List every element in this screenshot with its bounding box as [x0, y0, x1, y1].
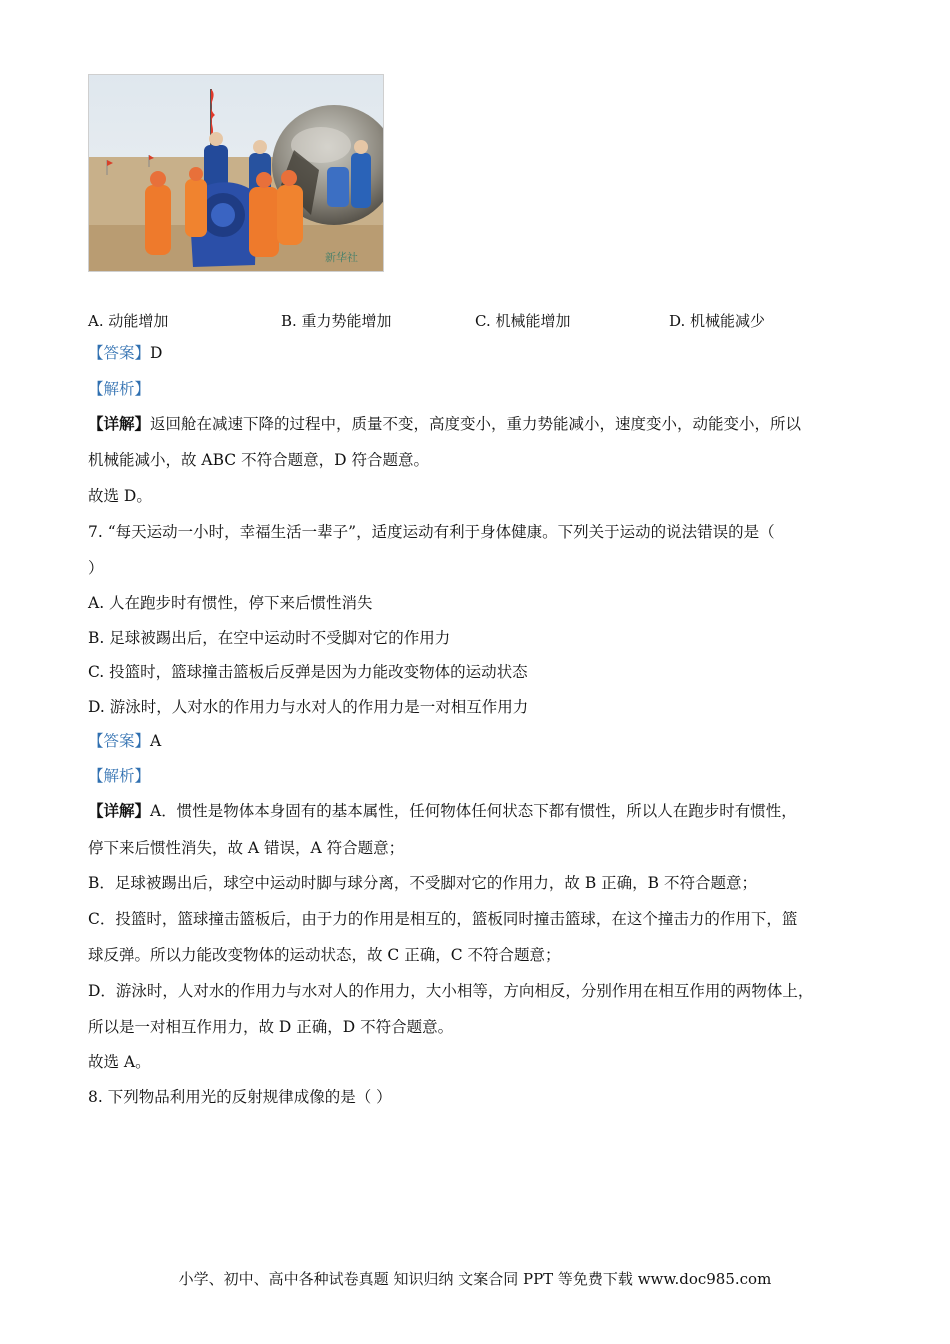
q7-detail-line-3: B．足球被踢出后，球空中运动时脚与球分离，不受脚对它的作用力，故 B 正确，B 不符合题意；	[88, 874, 757, 892]
q7-stem: 7. “每天运动一小时，幸福生活一辈子”，适度运动有利于身体健康。下列关于运动的说法错误的是（	[88, 523, 775, 541]
q7-option-d: D. 游泳时，人对水的作用力与水对人的作用力是一对相互作用力	[88, 698, 529, 716]
q6-detail-line-1	[88, 413, 801, 435]
detail-tag: 【详解】	[88, 414, 151, 433]
answer-tag: 【答案】	[88, 732, 151, 750]
q8-stem: 8. 下列物品利用光的反射规律成像的是（ ）	[88, 1088, 392, 1106]
answer-value: D	[150, 344, 163, 362]
q6-conclusion: 故选 D。	[88, 487, 152, 505]
q7-detail-line-1	[88, 800, 797, 822]
q7-conclusion: 故选 A。	[88, 1053, 151, 1071]
answer-tag: 【答案】	[88, 344, 151, 362]
capsule-recovery-photo	[88, 74, 384, 272]
q7-detail-line-5: 球反弹。所以力能改变物体的运动状态，故 C 正确，C 不符合题意；	[88, 946, 561, 964]
q6-answer	[88, 342, 162, 364]
q7-detail-line-7: 所以是一对相互作用力，故 D 正确，D 不符合题意。	[88, 1018, 454, 1036]
q6-option-a: A. 动能增加	[88, 312, 169, 330]
q7-detail-line-4: C．投篮时，篮球撞击篮板后，由于力的作用是相互的，篮板同时撞击篮球，在这个撞击力的作用下，篮	[88, 910, 798, 928]
q7-option-b: B. 足球被踢出后，在空中运动时不受脚对它的作用力	[88, 629, 451, 647]
q6-option-c: C. 机械能增加	[475, 312, 571, 330]
q7-detail-line-2: 停下来后惯性消失，故 A 错误，A 符合题意；	[88, 839, 405, 857]
q6-option-b: B. 重力势能增加	[281, 312, 392, 330]
q7-detail-line-6: D．游泳时，人对水的作用力与水对人的作用力，大小相等，方向相反，分别作用在相互作用的两物体上，	[88, 982, 814, 1000]
detail-text: 返回舱在减速下降的过程中，质量不变，高度变小，重力势能减小，速度变小，动能变小，所以	[150, 415, 802, 433]
q7-stem-close: ）	[88, 559, 104, 577]
photo-watermark: 新华社	[325, 252, 358, 264]
page-footer: 小学、初中、高中各种试卷真题 知识归纳 文案合同 PPT 等免费下载 www.doc985.com	[178, 1270, 772, 1288]
detail-text: A．惯性是物体本身固有的基本属性，任何物体任何状态下都有惯性，所以人在跑步时有惯性，	[150, 802, 797, 820]
q7-analysis-tag: 【解析】	[88, 767, 151, 785]
q6-option-d: D. 机械能减少	[669, 312, 766, 330]
detail-tag: 【详解】	[88, 801, 151, 820]
q6-analysis-tag: 【解析】	[88, 380, 151, 398]
answer-value: A	[150, 732, 162, 750]
q7-option-a: A. 人在跑步时有惯性，停下来后惯性消失	[88, 594, 373, 612]
q7-answer	[88, 730, 161, 752]
q7-option-c: C. 投篮时，篮球撞击篮板后反弹是因为力能改变物体的运动状态	[88, 663, 528, 681]
q6-detail-line-2: 机械能减小，故 ABC 不符合题意，D 符合题意。	[88, 451, 429, 469]
